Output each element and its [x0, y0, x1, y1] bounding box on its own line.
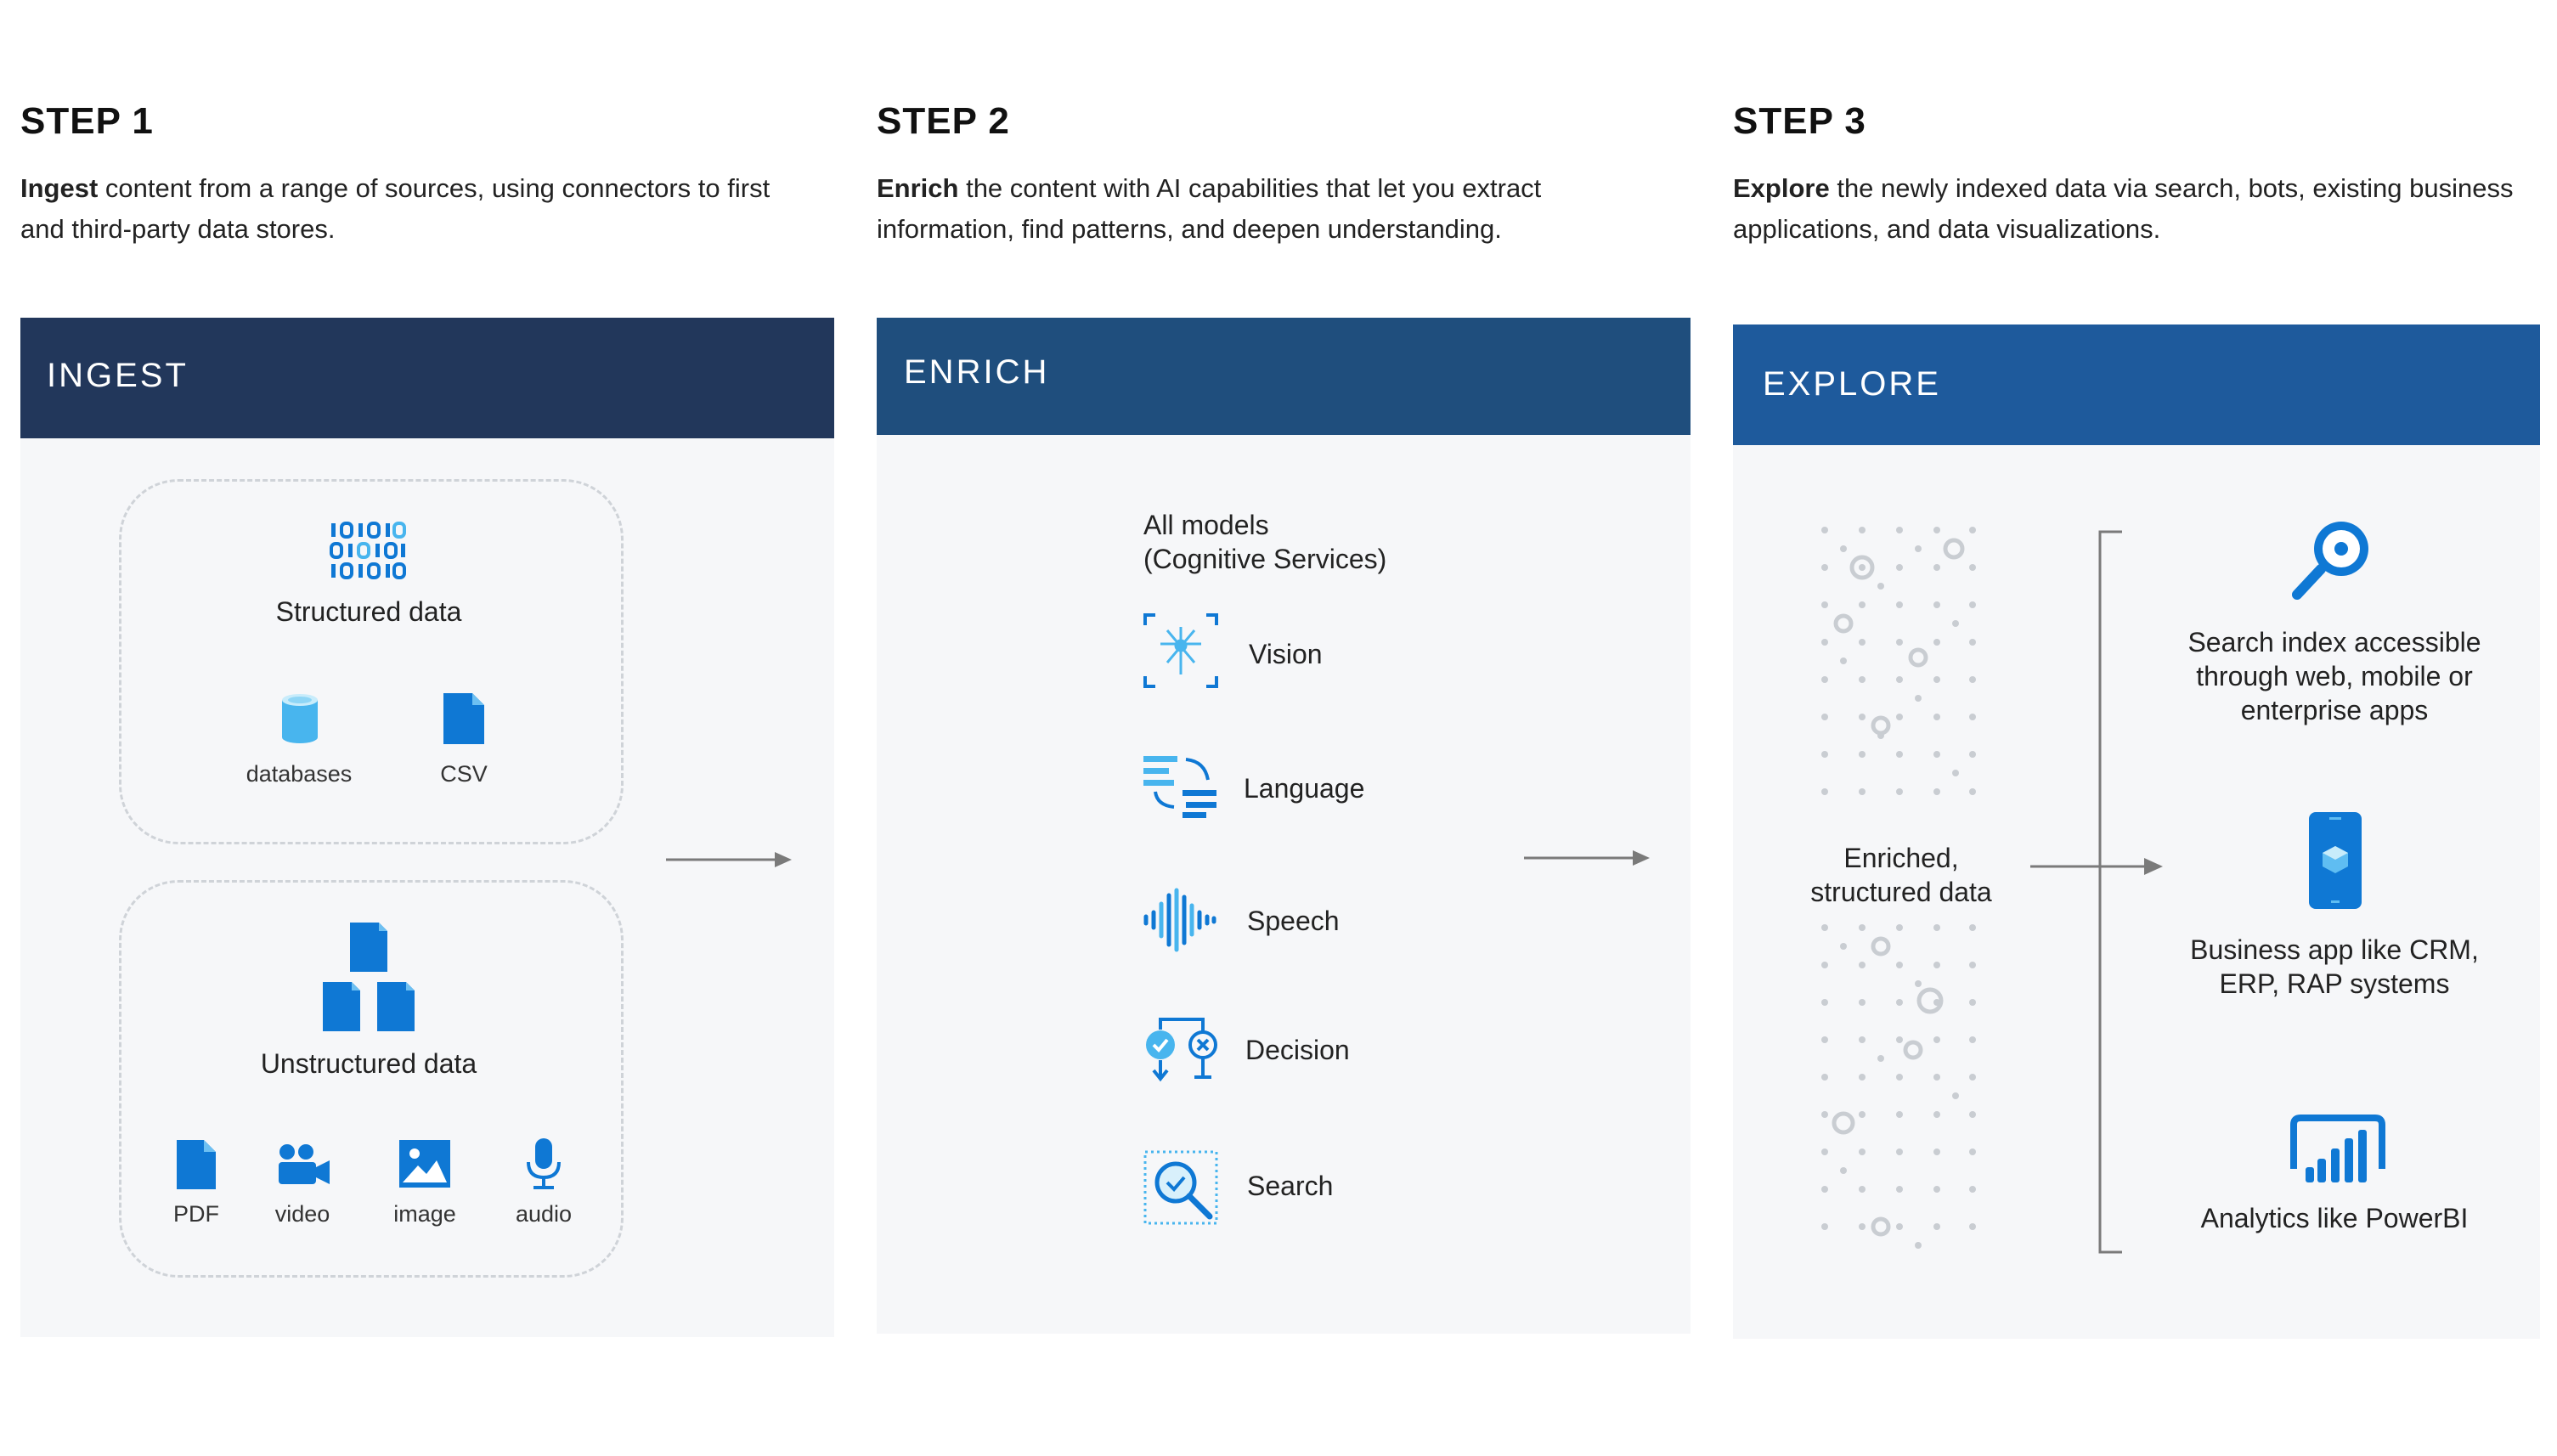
step-3-keyword: Explore: [1733, 173, 1830, 203]
models-caption: [1143, 508, 1386, 576]
enriched-data-label-line1: Enriched,: [1843, 843, 1959, 873]
step-3-text-line2: applications, and data visualizations.: [1733, 214, 2161, 244]
image-icon: [399, 1140, 450, 1188]
speech-waveform-icon: [1143, 889, 1216, 951]
step-3-text-line1: the newly indexed data via search, bots, existing business: [1829, 173, 2514, 203]
arrow-to-enrich: [666, 849, 793, 870]
documents-stack-icon: [318, 923, 418, 1031]
vision-icon: [1143, 613, 1218, 688]
step-1-description: [20, 168, 836, 250]
step-3-title: STEP 3: [1733, 100, 1866, 142]
models-caption-line1: All models: [1143, 510, 1269, 540]
microphone-icon: [525, 1138, 562, 1191]
output-search-index-line2: through web, mobile or: [2196, 661, 2473, 691]
pdf-label: PDF: [173, 1201, 219, 1227]
enrich-header: [877, 318, 1691, 435]
explore-header-label: EXPLORE: [1763, 365, 1941, 403]
step-1-text-line2: and third-party data stores.: [20, 214, 336, 244]
output-analytics: Analytics like PowerBI: [2200, 1203, 2469, 1233]
analytics-chart-icon: [2289, 1113, 2387, 1189]
decision-icon: [1143, 1016, 1222, 1086]
audio-label: audio: [515, 1201, 573, 1227]
models-caption-line2: (Cognitive Services): [1143, 544, 1387, 574]
language-icon: [1143, 754, 1220, 819]
enriched-data-label: [1781, 841, 2022, 909]
output-business-app-line2: ERP, RAP systems: [2219, 968, 2450, 999]
language-label: Language: [1244, 773, 1365, 804]
binary-data-icon: [331, 523, 406, 579]
step-1-title: STEP 1: [20, 100, 154, 142]
step-1-text-line1: content from a range of sources, using connectors to first: [98, 173, 770, 203]
step-3-description: [1733, 168, 2549, 250]
video-camera-icon: [277, 1143, 331, 1186]
explore-header: [1733, 324, 2540, 445]
decision-label: Decision: [1245, 1035, 1350, 1065]
structured-data-label: Structured data: [275, 596, 462, 627]
step-2-text-line2: information, find patterns, and deepen understanding.: [877, 214, 1502, 244]
output-search-index: [2175, 625, 2494, 727]
csv-label: CSV: [440, 761, 488, 787]
enriched-data-dots-upper: [1815, 522, 1981, 821]
output-business-app-line1: Business app like CRM,: [2190, 934, 2479, 965]
video-label: video: [274, 1201, 330, 1227]
vision-label: Vision: [1249, 639, 1323, 669]
pdf-file-icon: [177, 1140, 216, 1189]
speech-label: Speech: [1247, 906, 1340, 936]
search-magnifier-icon: [2289, 516, 2374, 605]
ingest-header-label: INGEST: [47, 357, 189, 394]
image-label: image: [393, 1201, 456, 1227]
unstructured-data-label: Unstructured data: [260, 1048, 477, 1079]
mobile-app-icon: [2309, 812, 2362, 909]
step-1-keyword: Ingest: [20, 173, 99, 203]
database-icon: [280, 693, 319, 744]
ingest-header: [20, 318, 834, 438]
enriched-data-dots-lower: [1815, 919, 1981, 1262]
enriched-data-label-line2: structured data: [1810, 877, 1992, 907]
step-2-title: STEP 2: [877, 100, 1010, 142]
search-grid-icon: [1143, 1150, 1218, 1225]
output-search-index-line3: enterprise apps: [2240, 695, 2429, 725]
enrich-header-label: ENRICH: [904, 353, 1050, 391]
explore-bracket-connector: [2030, 528, 2183, 1256]
csv-file-icon: [443, 693, 484, 744]
databases-label: databases: [246, 761, 353, 787]
step-2-description: [877, 168, 1692, 250]
step-2-keyword: Enrich: [877, 173, 959, 203]
arrow-to-explore: [1524, 848, 1651, 868]
output-search-index-line1: Search index accessible: [2187, 627, 2481, 657]
search-label: Search: [1247, 1171, 1334, 1201]
output-business-app: [2175, 933, 2494, 1001]
step-2-text-line1: the content with AI capabilities that let you extract: [958, 173, 1542, 203]
